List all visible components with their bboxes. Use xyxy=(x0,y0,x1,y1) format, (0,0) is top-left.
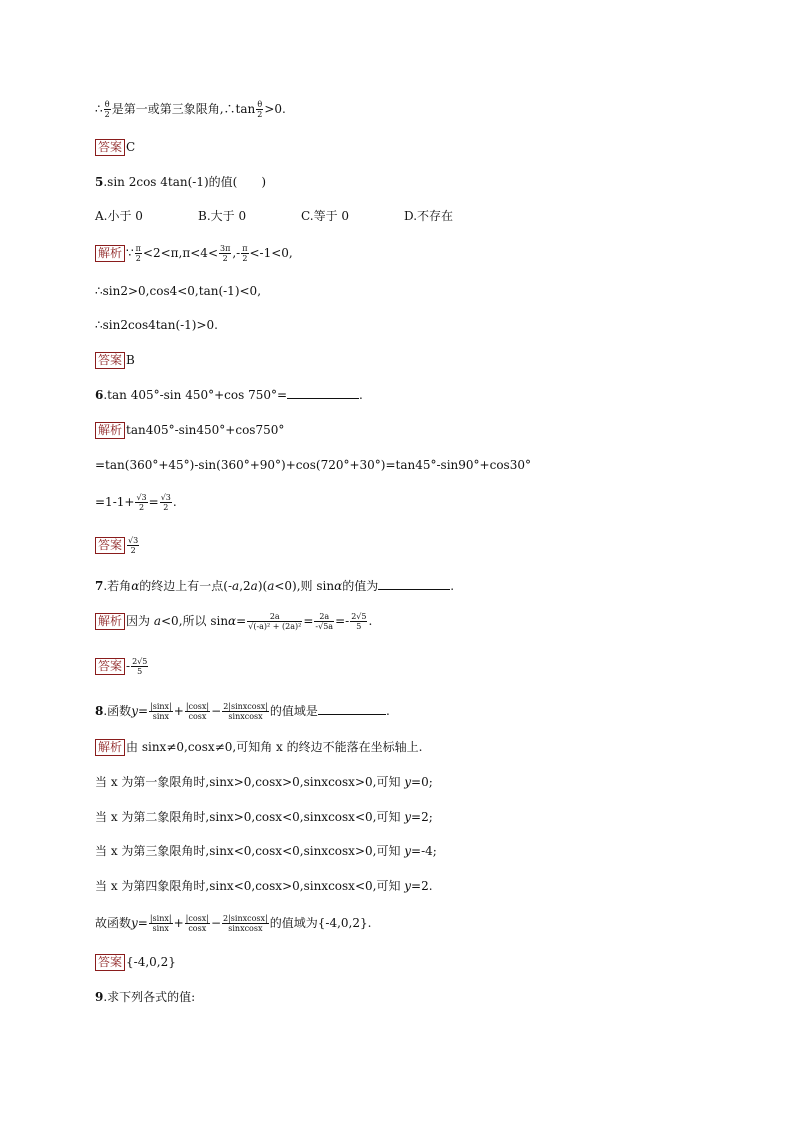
answer-badge: 答案 xyxy=(95,537,125,554)
solution-8-case-2: 当 x 为第二象限角时,sinx>0,cosx<0,sinxcosx<0,可知 y=2; xyxy=(95,810,433,824)
option-c: C.等于 0 xyxy=(301,209,350,223)
fraction-abs-cosx: $\frac{|\cos x|}{\cos x}$ xyxy=(185,914,209,933)
question-9: 9.求下列各式的值: xyxy=(95,990,196,1004)
solution-6-line-3: =1-1+ $\frac{√3}{2}$ = $\frac{√3}{2}$ . xyxy=(95,493,177,512)
fraction-theta-over-2: $\frac{\theta}{2}$ xyxy=(257,100,263,119)
solution-8-conclusion: 故函数y= $\frac{|\sin x|}{\sin x}$ + $\frac{|\cos x|}{\cos x}$ − $\frac{\text{2|sinxcosx|}}{\text{sinxcosx}}$ 的值域为{-4,0,2}. xyxy=(95,914,372,933)
fraction-2sqrt5-over-5: $\frac{2√5}{5}$ xyxy=(132,657,148,676)
answer-badge: 答案 xyxy=(95,954,125,971)
fraction-abs-sinx: $\frac{|\sin x|}{\sin x}$ xyxy=(150,702,172,721)
answer-7: 答案 - $\frac{2√5}{5}$ xyxy=(95,657,149,676)
fraction-sqrt3-over-2: $\frac{√3}{2}$ xyxy=(128,536,139,555)
analysis-badge: 解析 xyxy=(95,245,125,262)
fraction-sqrt3-over-2: $\frac{√3}{2}$ xyxy=(136,493,147,512)
question-8: 8.函数y= $\frac{|\sin x|}{\sin x}$ + $\frac{|\cos x|}{\cos x}$ − $\frac{\text{2|sinxcosx|}}{\text{sinxcosx}}$ 的值域是 . xyxy=(95,702,390,721)
option-d: D.不存在 xyxy=(404,209,454,223)
solution-5-line-2: ∴sin2>0,cos4<0,tan(-1)<0, xyxy=(95,284,262,298)
fraction-sqrt3-over-2: $\frac{√3}{2}$ xyxy=(160,493,171,512)
answer-blank xyxy=(318,702,386,715)
answer-blank xyxy=(287,386,359,399)
solution-6: 解析 tan405°-sin450°+cos750° xyxy=(95,421,284,439)
fraction-2a-over-norm: $\frac{2a}{\text{√(-a)² + (2a)²}}$ xyxy=(248,612,302,631)
answer-4: 答案 C xyxy=(95,138,135,156)
question-6: 6.tan 405°-sin 450°+cos 750°= . xyxy=(95,388,363,402)
fraction-2a-over-sqrt5a: $\frac{2a}{-√5a}$ xyxy=(315,612,334,631)
solution-8: 解析 由 sinx≠0,cosx≠0,可知角 x 的终边不能落在坐标轴上. xyxy=(95,738,422,756)
solution-8-case-3: 当 x 为第三象限角时,sinx<0,cosx<0,sinxcosx>0,可知 y=-4; xyxy=(95,844,437,858)
fraction-abs-cosx: $\frac{|\cos x|}{\cos x}$ xyxy=(185,702,210,721)
solution-7: 解析 因为 a<0,所以 sinα= $\frac{2a}{\text{√(-a)² + (2a)²}}$ = $\frac{2a}{-√5a}$ =- $\frac{2√5}{5}$ . xyxy=(95,612,372,631)
analysis-badge: 解析 xyxy=(95,422,125,439)
fraction-abs-sinxcosx: $\frac{\text{2|sinxcosx|}}{\text{sinxcosx}}$ xyxy=(223,914,268,933)
fraction-3pi-over-2: $\frac{3\pi}{2}$ xyxy=(220,244,231,263)
answer-badge: 答案 xyxy=(95,352,125,369)
option-b: B.大于 0 xyxy=(198,209,247,223)
solution-line-4-end: ∴ $\frac{\theta}{2}$ 是第一或第三象限角,∴tan $\frac{\theta}{2}$ >0. xyxy=(95,100,286,119)
answer-8: 答案 {-4,0,2} xyxy=(95,953,176,971)
question-5-options xyxy=(95,207,453,225)
answer-badge: 答案 xyxy=(95,658,125,675)
solution-5-line-3: ∴sin2cos4tan(-1)>0. xyxy=(95,318,218,332)
fraction-theta-over-2: $\frac{\theta}{2}$ xyxy=(104,100,110,119)
fraction-2sqrt5-over-5: $\frac{2√5}{5}$ xyxy=(351,612,367,631)
solution-5: 解析 ∵ $\frac{\pi}{2}$ <2<π,π<4< $\frac{3\pi}{2}$ ,- $\frac{\pi}{2}$ <-1<0, xyxy=(95,244,293,263)
question-5: 5.sin 2cos 4tan(-1)的值( ) xyxy=(95,175,267,189)
answer-5: 答案 B xyxy=(95,351,135,369)
answer-blank xyxy=(378,577,450,590)
fraction-abs-sinxcosx: $\frac{\text{2|sinxcosx|}}{\text{sinxcosx}}$ xyxy=(223,702,268,721)
fraction-pi-over-2: $\frac{\pi}{2}$ xyxy=(135,244,141,263)
question-7: 7.若角α的终边上有一点(-a,2a)(a<0),则 sinα的值为 . xyxy=(95,579,455,593)
analysis-badge: 解析 xyxy=(95,613,125,630)
answer-6 xyxy=(95,536,140,555)
fraction-abs-sinx: $\frac{|\sin x|}{\sin x}$ xyxy=(149,914,172,933)
analysis-badge: 解析 xyxy=(95,739,125,756)
option-a: A.小于 0 xyxy=(95,209,143,223)
solution-6-line-2: =tan(360°+45°)-sin(360°+90°)+cos(720°+30°)=tan45°-sin90°+cos30° xyxy=(95,458,531,472)
solution-8-case-4: 当 x 为第四象限角时,sinx<0,cosx>0,sinxcosx<0,可知 y=2. xyxy=(95,879,433,893)
answer-badge: 答案 xyxy=(95,139,125,156)
solution-8-case-1: 当 x 为第一象限角时,sinx>0,cosx>0,sinxcosx>0,可知 y=0; xyxy=(95,775,433,789)
fraction-pi-over-2: $\frac{\pi}{2}$ xyxy=(242,244,248,263)
